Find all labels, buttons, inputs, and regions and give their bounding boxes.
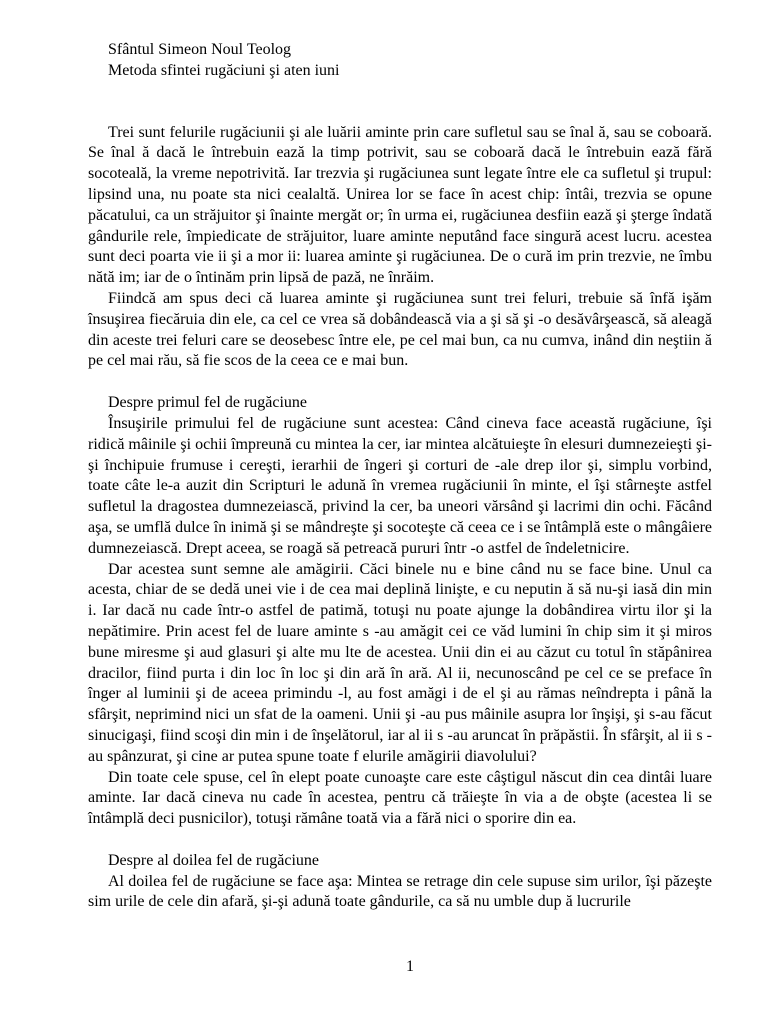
header-spacer [88,82,712,123]
section-1-title: Despre primul fel de rugăciune [108,394,308,412]
page-number: 1 [406,958,414,975]
section-1-paragraph-2: Dar acestea sunt semne ale amăgirii. Căci binele nu e bine când nu se face bine. Unul ca acesta, chiar de se dedă unei vie i de cea mai deplină linişte, e cu neputin ă să nu-şi iasă din min i. Iar dacă nu cade într-o astfel de patimă, totuşi nu poate ajunge la dobândirea virtu ilor şi la nepătimire. Prin acest fel de luare aminte s -au amăgit cei ce văd lumini în chip sim it şi miros bune miresme şi aud glasuri şi alte mu lte de acestea. Unii din ei au căzut cu totul în stăpânirea dracilor, fiind purta i din loc în loc şi din ară în ară. Al ii, necunoscând pe cel ce se preface în înger al luminii şi de aceea primindu -l, au fost amăgi i de el şi au rămas neîndrepta i până la sfârşit, neprimind nici un sfat de la oameni. Unii şi -au pus mâinile asupra lor înşişi, şi s-au făcut sinucigaşi, fiind scoşi din min i de înşelătorul, iar al ii s -au aruncat în prăpăstii. În sfârşit, al ii s -au spânzurat, şi cine ar putea spune toate f elurile amăgirii diavolului? [88,560,712,765]
section-break [88,830,712,851]
document-title: Metoda sfintei rugăciuni şi aten iuni [108,61,340,79]
document-author: Sfântul Simeon Noul Teolog [108,41,292,58]
document-page [88,40,712,913]
intro-paragraph-1: Trei sunt felurile rugăciunii şi ale luării aminte prin care sufletul sau se înal ă, sau se coboară. Se înal ă dacă le întrebuin ează la timp potrivit, sau se coboară dacă le întrebuin ează fără socoteală, la vreme nepotrivită. Iar trezvia şi rugăciunea sunt legate între ele ca sufletul şi trupul: lipsind una, nu poate sta nici cealaltă. Unirea lor se face în acest chip: întâi, trezvia se opune păcatului, ca un străjuitor şi înainte mergăt or; în urma ei, rugăciunea desfiin ează şi şterge îndată gândurile rele, împiedicate de străjuitor, luare aminte neputând face singură acest lucru. acestea sunt deci poarta vie ii şi a mor ii: luarea aminte şi rugăciunea. De o cură im prin trezvie, ne îmbu nătă im; iar de o întinăm prin lipsă de pază, ne înrăim. [88,123,712,287]
section-2-title: Despre al doilea fel de rugăciune [108,851,320,869]
section-1-paragraph-1: Însuşirile primului fel de rugăciune sunt acestea: Când cineva face această rugăciune, îşi ridică mâinile şi ochii împreună cu mintea la cer, iar mintea alcătuieşte în elesuri dumnezeieşti şi-şi închipuie frumuse i cereşti, ierarhii de îngeri şi corturi de -ale drep ilor şi, simplu vorbind, toate câte le-a auzit din Scripturi le adună în vremea rugăciunii în minte, el îşi stârneşte astfel sufletul la dragostea dumnezeiască, privind la cer, ba uneori vărsând şi lacrimi din ochi. Făcând aşa, se umflă dulce în inimă şi se mândreşte şi socoteşte că ceea ce i se întâmplă este o mângâiere dumnezeiască. Drept aceea, se roagă să petreacă pururi într -o astfel de îndeletnicire. [88,414,713,557]
intro-paragraph-2: Fiindcă am spus deci că luarea aminte şi rugăciunea sunt trei feluri, trebuie să înfă işăm însuşirea fiecăruia din ele, ca cel ce vrea să dobândească via a şi să şi -o desăvârşească, să aleagă din aceste trei feluri care se deosebesc între ele, pe cel mai bun, ca nu cumva, inând din neştiin ă pe cel mai rău, să fie scos de la ceea ce e mai bun. [88,289,712,370]
section-break [88,372,712,393]
section-2-paragraph-1: Al doilea fel de rugăciune se face aşa: Mintea se retrage din cele supuse sim urilor, îşi păzeşte sim urile de cele din afară, şi-şi adună toate gândurile, ca să nu umble dup ă lucrurile [88,872,712,911]
section-1-paragraph-3: Din toate cele spuse, cel în elept poate cunoaşte care este câştigul născut din cea dintâi luare aminte. Iar dacă cineva nu cade în acestea, pentru că trăieşte în via a de obşte (acestea li se întâmplă deci pusnicilor), totuşi rămâne toată via a fără nici o sporire din ea. [88,768,712,828]
